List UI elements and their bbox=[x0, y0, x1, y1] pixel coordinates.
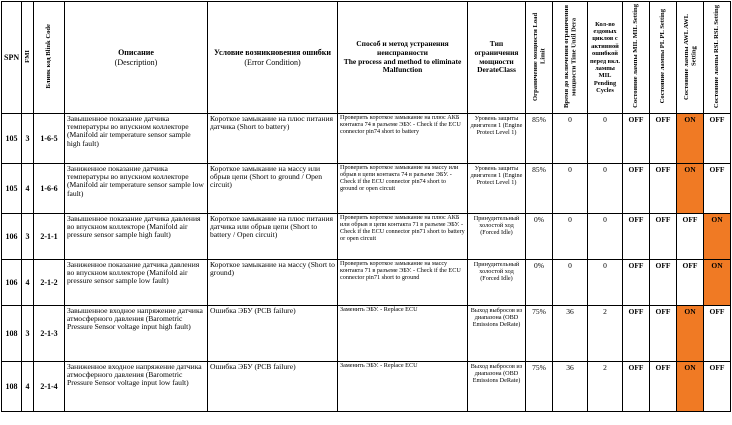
mil-status-cell: OFF bbox=[623, 362, 650, 412]
condition-cell: Ошибка ЭБУ (PCB failure) bbox=[208, 306, 338, 362]
fmi-cell: 3 bbox=[22, 214, 34, 260]
description-cell: Завышенное показание датчика температуры во впускном коллекторе (Manifold air temperature sensor sample high fault) bbox=[65, 114, 208, 164]
mil-status-cell: OFF bbox=[623, 114, 650, 164]
spn-cell: 105 bbox=[2, 114, 22, 164]
method-cell: Заменить ЭБУ. - Replace ECU bbox=[338, 306, 468, 362]
description-cell: Заниженное показание датчика давления во впускном коллекторе (Manifold air pressure sensor sample low fault) bbox=[65, 260, 208, 306]
pl-status-cell: OFF bbox=[650, 214, 677, 260]
blink-code-cell: 2-1-3 bbox=[34, 306, 65, 362]
derate-cell: Принудительный холостой ход (Forced Idle) bbox=[468, 260, 526, 306]
header-awl-setting: Состояние лампы AWL AWL Setting bbox=[677, 2, 704, 114]
blink-code-cell: 2-1-1 bbox=[34, 214, 65, 260]
blink-code-cell: 1-6-5 bbox=[34, 114, 65, 164]
time-until-derate-cell: 0 bbox=[553, 214, 588, 260]
condition-cell: Короткое замыкание на массу (Short to ground) bbox=[208, 260, 338, 306]
time-until-derate-cell: 0 bbox=[553, 114, 588, 164]
header-time-until-derate: Время до включения ограничения мощности Time Until Dera bbox=[553, 2, 588, 114]
derate-cell: Принудительный холостой ход (Forced Idle) bbox=[468, 214, 526, 260]
fmi-cell: 4 bbox=[22, 260, 34, 306]
mil-status-cell: OFF bbox=[623, 214, 650, 260]
table-row bbox=[2, 164, 731, 214]
pending-cycles-cell: 0 bbox=[588, 114, 623, 164]
pl-status-cell: OFF bbox=[650, 306, 677, 362]
spn-cell: 108 bbox=[2, 362, 22, 412]
spn-cell: 105 bbox=[2, 164, 22, 214]
awl-status-cell: ON bbox=[677, 362, 704, 412]
pl-status-cell: OFF bbox=[650, 114, 677, 164]
pending-cycles-cell: 2 bbox=[588, 362, 623, 412]
fmi-cell: 3 bbox=[22, 306, 34, 362]
method-cell: Проверить короткое замыкание на массу или обрыв в цепи контакта 74 в разъеме ЭБУ. - Check if the ECU connector pin74 short to ground or open circuit bbox=[338, 164, 468, 214]
condition-cell: Короткое замыкание на плюс питания датчика (Short to battery) bbox=[208, 114, 338, 164]
awl-status-cell: ON bbox=[677, 306, 704, 362]
mil-status-cell: OFF bbox=[623, 260, 650, 306]
header-derate-class: Тип ограничения мощности DerateClass bbox=[468, 2, 526, 114]
time-until-derate-cell: 0 bbox=[553, 164, 588, 214]
condition-cell: Короткое замыкание на плюс питания датчика или обрыв цепи (Short to battery / Open circuit) bbox=[208, 214, 338, 260]
load-limit-cell: 0% bbox=[526, 260, 553, 306]
rsl-status-cell: ON bbox=[704, 214, 731, 260]
method-cell: Проверить короткое замыкание на плюс АКБ контакта 74 в разъеме ЭБУ. - Check if the ECU connector pin74 short to battery bbox=[338, 114, 468, 164]
header-error-condition: Условие возникновения ошибки (Error Condition) bbox=[208, 2, 338, 114]
description-cell: Заниженное входное напряжение датчика атмосферного давления (Barometric Pressure Sensor voltage input low fault) bbox=[65, 362, 208, 412]
rsl-status-cell: OFF bbox=[704, 164, 731, 214]
header-pending-cycles: Кол-во ездовых циклов с активной ошибкой перед вкл. лампы MIL Pending Cycles bbox=[588, 2, 623, 114]
load-limit-cell: 0% bbox=[526, 214, 553, 260]
fault-code-table bbox=[1, 1, 731, 412]
table-row bbox=[2, 214, 731, 260]
header-fmi: FMI bbox=[22, 2, 34, 114]
derate-cell: Выход выбросов из диапазона (OBD Emissions DeRate) bbox=[468, 362, 526, 412]
load-limit-cell: 85% bbox=[526, 114, 553, 164]
load-limit-cell: 85% bbox=[526, 164, 553, 214]
blink-code-cell: 2-1-4 bbox=[34, 362, 65, 412]
header-mil-setting: Состояние лампы MIL MIL Setting bbox=[623, 2, 650, 114]
header-load-limit: Ограничение мощности Load Limit bbox=[526, 2, 553, 114]
pending-cycles-cell: 2 bbox=[588, 306, 623, 362]
header-description: Описание (Description) bbox=[65, 2, 208, 114]
table-row bbox=[2, 260, 731, 306]
rsl-status-cell: OFF bbox=[704, 306, 731, 362]
mil-status-cell: OFF bbox=[623, 164, 650, 214]
condition-cell: Короткое замыкание на массу или обрыв цепи (Short to ground / Open circuit) bbox=[208, 164, 338, 214]
pending-cycles-cell: 0 bbox=[588, 260, 623, 306]
spn-cell: 106 bbox=[2, 214, 22, 260]
rsl-status-cell: ON bbox=[704, 260, 731, 306]
header-row bbox=[2, 2, 731, 114]
table-row bbox=[2, 306, 731, 362]
pending-cycles-cell: 0 bbox=[588, 164, 623, 214]
spn-cell: 106 bbox=[2, 260, 22, 306]
pl-status-cell: OFF bbox=[650, 164, 677, 214]
description-cell: Завышенное входное напряжение датчика атмосферного давления (Barometric Pressure Sensor voltage input high fault) bbox=[65, 306, 208, 362]
pending-cycles-cell: 0 bbox=[588, 214, 623, 260]
awl-status-cell: ON bbox=[677, 164, 704, 214]
blink-code-cell: 1-6-6 bbox=[34, 164, 65, 214]
time-until-derate-cell: 36 bbox=[553, 306, 588, 362]
awl-status-cell: ON bbox=[677, 114, 704, 164]
rsl-status-cell: OFF bbox=[704, 114, 731, 164]
time-until-derate-cell: 0 bbox=[553, 260, 588, 306]
table-row bbox=[2, 362, 731, 412]
header-blink-code: Блинк код Blink Code bbox=[34, 2, 65, 114]
awl-status-cell: OFF bbox=[677, 214, 704, 260]
method-cell: Проверить короткое замыкание на плюс АКБ или обрыв в цепи контакта 71 в разъеме ЭБУ. - Check if the ECU connector pin71 short to battery or open circuit bbox=[338, 214, 468, 260]
description-cell: Заниженное показание датчика температуры во впускном коллекторе (Manifold air temperature sensor sample low fault) bbox=[65, 164, 208, 214]
awl-status-cell: OFF bbox=[677, 260, 704, 306]
derate-cell: Выход выбросов из диапазона (OBD Emissions DeRate) bbox=[468, 306, 526, 362]
table-row bbox=[2, 114, 731, 164]
load-limit-cell: 75% bbox=[526, 306, 553, 362]
derate-cell: Уровень защиты двигателя 1 (Engine Protect Level 1) bbox=[468, 164, 526, 214]
mil-status-cell: OFF bbox=[623, 306, 650, 362]
description-cell: Завышенное показание датчика давления во впускном коллекторе (Manifold air pressure sensor sample high fault) bbox=[65, 214, 208, 260]
load-limit-cell: 75% bbox=[526, 362, 553, 412]
blink-code-cell: 2-1-2 bbox=[34, 260, 65, 306]
method-cell: Заменить ЭБУ. - Replace ECU bbox=[338, 362, 468, 412]
pl-status-cell: OFF bbox=[650, 260, 677, 306]
header-rsl-setting: Состояние лампы RSL RSL Setting bbox=[704, 2, 731, 114]
rsl-status-cell: OFF bbox=[704, 362, 731, 412]
header-method: Способ и метод устранения неисправности The process and method to eliminate Malfunction bbox=[338, 2, 468, 114]
derate-cell: Уровень защиты двигателя 1 (Engine Protect Level 1) bbox=[468, 114, 526, 164]
method-cell: Проверить короткое замыкание на массу контакта 71 в разъеме ЭБУ. - Check if the ECU connector pin71 short to ground bbox=[338, 260, 468, 306]
fmi-cell: 4 bbox=[22, 362, 34, 412]
header-spn: SPN bbox=[2, 2, 22, 114]
condition-cell: Ошибка ЭБУ (PCB failure) bbox=[208, 362, 338, 412]
fmi-cell: 3 bbox=[22, 114, 34, 164]
header-pl-setting: Состояние лампы PL PL Setting bbox=[650, 2, 677, 114]
fmi-cell: 4 bbox=[22, 164, 34, 214]
spn-cell: 108 bbox=[2, 306, 22, 362]
time-until-derate-cell: 36 bbox=[553, 362, 588, 412]
pl-status-cell: OFF bbox=[650, 362, 677, 412]
